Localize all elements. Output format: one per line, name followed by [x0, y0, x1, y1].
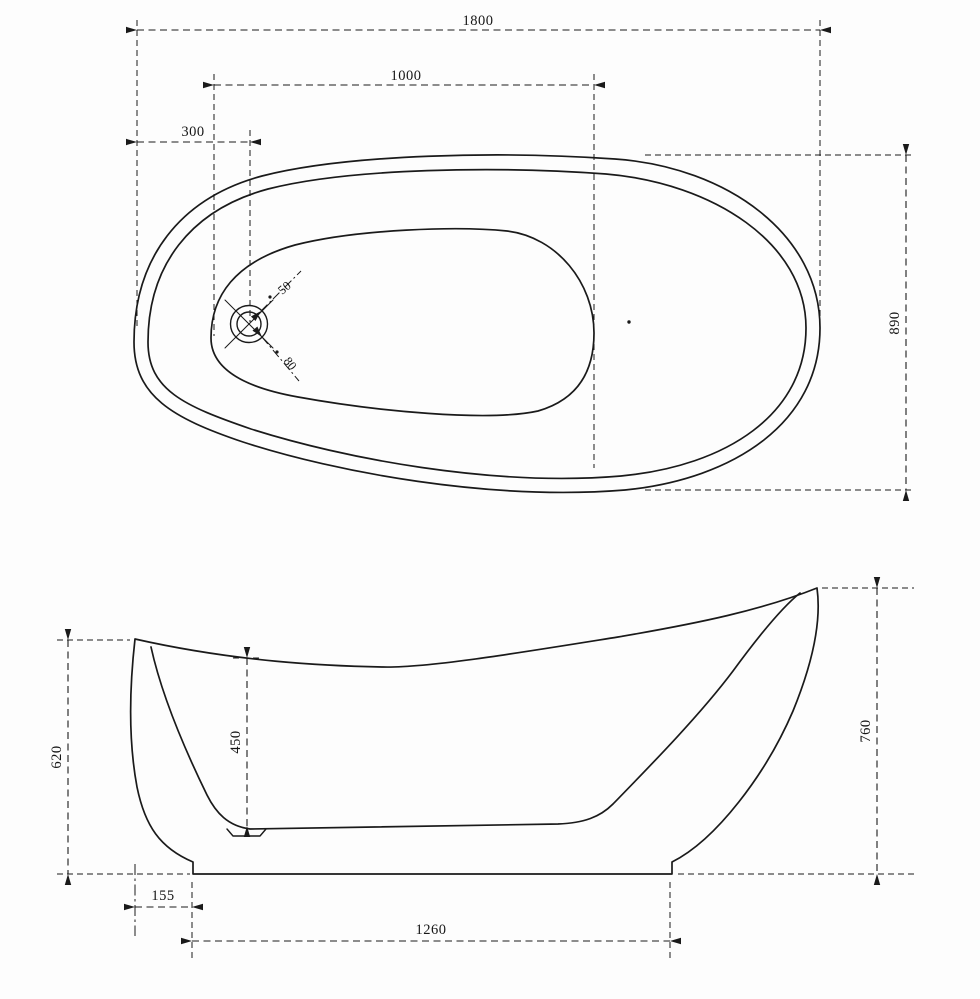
leader-dot: [275, 350, 278, 353]
dim-front-rim-height: [49, 640, 68, 874]
drain-fitting: [227, 829, 266, 836]
basin-profile-line: [151, 593, 800, 829]
dim-overall-width: [887, 155, 906, 490]
dim-back-rim-height: [858, 588, 877, 874]
dim-label-drain-offset: 300: [181, 124, 205, 140]
top-view: [134, 13, 914, 492]
dim-basin-length: [214, 68, 594, 85]
side-view: [49, 588, 914, 958]
dim-label-basin-length: 1000: [390, 68, 422, 84]
dim-label-drain-inner: 50: [275, 278, 294, 298]
dim-label-basin-depth: 450: [228, 730, 244, 754]
dim-drain-offset: [137, 124, 250, 142]
dim-basin-depth: [228, 658, 247, 826]
dim-base-inset: [135, 888, 192, 907]
dim-overall-length: [137, 13, 820, 30]
dim-label-base-length: 1260: [415, 922, 447, 938]
dim-label-overall-length: 1800: [462, 13, 494, 29]
leader-dot: [268, 295, 271, 298]
tub-inner-rim: [148, 170, 806, 479]
dim-label-drain-outer: 80: [280, 354, 300, 373]
length-center-mark: [627, 320, 630, 323]
dim-label-base-inset: 155: [151, 888, 175, 904]
drain: [225, 271, 301, 381]
dim-label-overall-width: 890: [887, 311, 903, 335]
basin-opening: [211, 229, 594, 416]
dim-base-length: [192, 922, 670, 941]
dim-label-front-rim-height: 620: [49, 745, 65, 769]
dim-label-back-rim-height: 760: [858, 719, 874, 743]
